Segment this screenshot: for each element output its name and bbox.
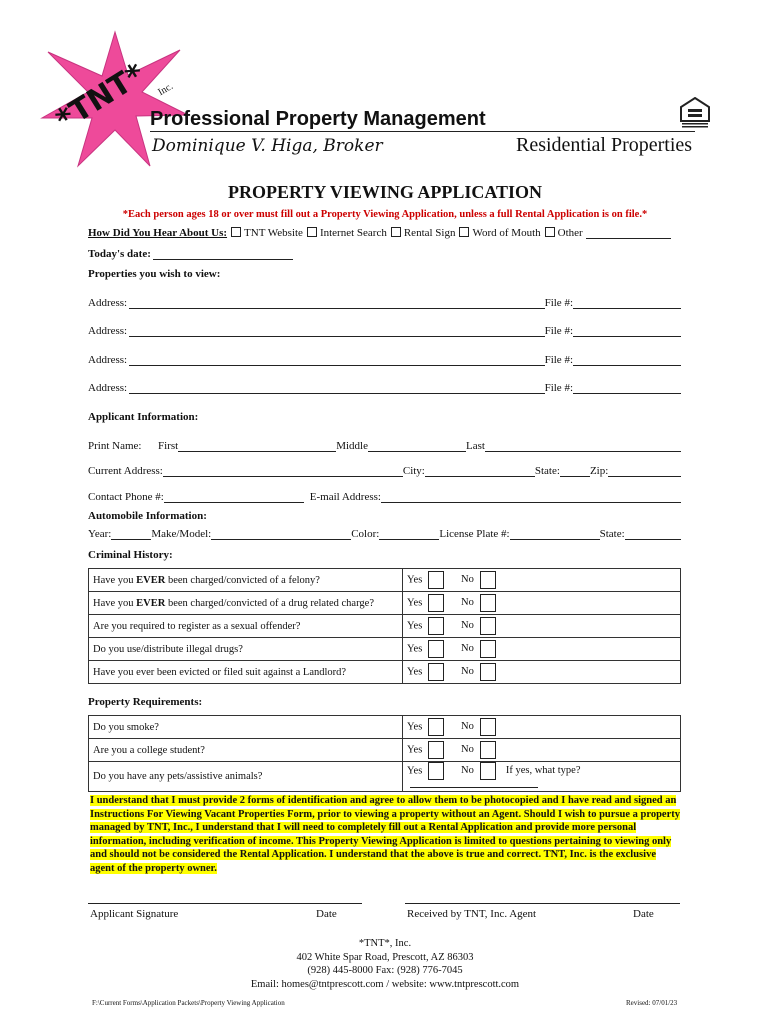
footer-phone: (928) 445-8000 Fax: (928) 776-7045 <box>307 965 463 976</box>
yes-checkbox[interactable] <box>428 640 444 658</box>
header-rule <box>150 131 695 132</box>
automobile-heading: Automobile Information: <box>88 510 207 522</box>
address-field-1[interactable] <box>129 307 544 309</box>
middle-name-field[interactable] <box>368 450 466 452</box>
file-field-3[interactable] <box>573 364 681 366</box>
question-cell: Are you a college student? <box>89 739 403 762</box>
applicant-signature-label: Applicant Signature <box>90 908 179 920</box>
current-address-field[interactable] <box>163 475 403 477</box>
statement-text: I understand that I must provide 2 forms of identification and agree to allow them to be photocopied and I have read and signed an Instructions For Viewing Vacant Properties Form, prior to viewing a property without an Agent. Should I wish to pursue a property managed by TNT, Inc., I understand that I will need to completely fill out a Rental Application and provide more personal information, including verification of income. This Property Viewing Application is limited to questions pertaining to viewing only and should not be considered the Rental Application. I understand that the above is true and correct. TNT, Inc. is the exclusive agent of the property owner. <box>90 795 680 874</box>
pet-type-label: If yes, what type? <box>505 765 581 777</box>
color-field[interactable] <box>379 538 439 540</box>
yes-label: Yes <box>407 574 423 586</box>
checkbox-rental-sign[interactable] <box>391 227 401 237</box>
yes-checkbox[interactable] <box>428 594 444 612</box>
yes-label: Yes <box>407 620 423 632</box>
current-address-row <box>88 465 681 477</box>
table-row <box>89 739 681 762</box>
no-label: No <box>461 620 474 632</box>
answer-cell <box>403 739 681 762</box>
answer-cell <box>403 569 681 592</box>
table-row <box>89 762 681 792</box>
yes-label: Yes <box>407 721 423 733</box>
checkbox-tnt-website[interactable] <box>231 227 241 237</box>
agent-date-label: Date <box>633 908 654 920</box>
question-cell: Have you EVER been charged/convicted of a felony? <box>89 569 403 592</box>
first-name-field[interactable] <box>178 450 336 452</box>
address-row-2 <box>88 325 681 337</box>
address-label: Address: <box>88 382 128 394</box>
question-cell: Do you have any pets/assistive animals? <box>89 762 403 792</box>
footer-street: 402 White Spar Road, Prescott, AZ 86303 <box>296 951 474 963</box>
checkbox-other[interactable] <box>545 227 555 237</box>
broker-name: Dominique V. Higa, Broker <box>152 136 383 156</box>
option-label: TNT Website <box>244 227 303 239</box>
zip-label: Zip: <box>589 465 609 477</box>
print-name-row <box>88 440 681 452</box>
address-field-2[interactable] <box>129 335 544 337</box>
question-cell: Have you EVER been charged/convicted of a drug related charge? <box>89 592 403 615</box>
checkbox-word-of-mouth[interactable] <box>459 227 469 237</box>
city-field[interactable] <box>425 475 535 477</box>
yes-checkbox[interactable] <box>428 663 444 681</box>
contact-row <box>88 491 681 503</box>
hear-about-label: How Did You Hear About Us: <box>88 227 228 239</box>
footer-address <box>0 937 770 991</box>
yes-label: Yes <box>407 597 423 609</box>
no-label: No <box>461 643 474 655</box>
option-label: Word of Mouth <box>472 227 541 239</box>
logo-inc: Inc. <box>156 80 176 99</box>
file-label: File #: <box>544 354 573 366</box>
automobile-row <box>88 528 681 540</box>
print-name-label: Print Name: <box>88 440 142 452</box>
current-address-label: Current Address: <box>88 465 163 477</box>
address-row-3 <box>88 354 681 366</box>
first-label: First <box>158 440 179 452</box>
plate-field[interactable] <box>510 538 600 540</box>
question-cell: Do you use/distribute illegal drugs? <box>89 638 403 661</box>
state-label: State: <box>534 465 560 477</box>
question-cell: Have you ever been evicted or filed suit against a Landlord? <box>89 661 403 684</box>
answer-cell <box>403 762 681 792</box>
yes-label: Yes <box>407 744 423 756</box>
email-label: E-mail Address: <box>309 491 381 503</box>
city-label: City: <box>402 465 425 477</box>
signature-line-applicant[interactable] <box>88 903 362 904</box>
address-label: Address: <box>88 325 128 337</box>
footer-revised: Revised: 07/01/23 <box>626 999 678 1007</box>
company-name: Professional Property Management <box>150 108 486 130</box>
no-checkbox[interactable] <box>480 640 496 658</box>
address-field-3[interactable] <box>129 364 544 366</box>
last-name-field[interactable] <box>485 450 681 452</box>
table-row <box>89 638 681 661</box>
logo-text: *TNT* <box>50 56 152 139</box>
file-field-1[interactable] <box>573 307 681 309</box>
statement-block <box>90 794 680 875</box>
no-checkbox[interactable] <box>480 718 496 736</box>
question-cell: Are you required to register as a sexual offender? <box>89 615 403 638</box>
no-checkbox[interactable] <box>480 741 496 759</box>
no-label: No <box>461 574 474 586</box>
file-label: File #: <box>544 297 573 309</box>
table-row <box>89 592 681 615</box>
footer-path: F:\Current Forms\Application Packets\Property Viewing Application <box>92 999 285 1007</box>
address-row-4 <box>88 382 681 394</box>
no-label: No <box>461 721 474 733</box>
file-label: File #: <box>544 382 573 394</box>
answer-cell <box>403 716 681 739</box>
applicant-heading: Applicant Information: <box>88 411 199 423</box>
agent-signature-label: Received by TNT, Inc. Agent <box>407 908 537 920</box>
notice-text: *Each person ages 18 or over must fill out a Property Viewing Application, unless a full Rental Application is on file.* <box>122 209 648 220</box>
pet-type-field[interactable] <box>410 787 538 788</box>
file-field-2[interactable] <box>573 335 681 337</box>
no-label: No <box>461 765 474 777</box>
phone-field[interactable] <box>164 501 304 503</box>
requirements-table <box>88 715 681 792</box>
make-field[interactable] <box>211 538 351 540</box>
table-row <box>89 569 681 592</box>
table-row <box>89 615 681 638</box>
address-row-1 <box>88 297 681 309</box>
state-field[interactable] <box>560 475 590 477</box>
yes-checkbox[interactable] <box>428 741 444 759</box>
table-row <box>89 716 681 739</box>
hear-about-row <box>88 227 671 239</box>
address-field-4[interactable] <box>129 392 544 394</box>
other-field[interactable] <box>586 237 671 239</box>
file-field-4[interactable] <box>573 392 681 394</box>
option-label: Rental Sign <box>403 227 456 239</box>
no-checkbox[interactable] <box>480 594 496 612</box>
auto-state-field[interactable] <box>625 538 681 540</box>
phone-label: Contact Phone #: <box>88 491 164 503</box>
page-title: PROPERTY VIEWING APPLICATION <box>227 182 543 202</box>
no-label: No <box>461 666 474 678</box>
option-label: Other <box>557 227 583 239</box>
yes-label: Yes <box>407 643 423 655</box>
checkbox-internet-search[interactable] <box>307 227 317 237</box>
today-label: Today's date: <box>88 248 151 260</box>
no-label: No <box>461 744 474 756</box>
yes-checkbox[interactable] <box>428 718 444 736</box>
middle-label: Middle <box>336 440 368 452</box>
criminal-heading: Criminal History: <box>88 549 173 561</box>
color-label: Color: <box>351 528 380 540</box>
year-field[interactable] <box>111 538 151 540</box>
option-label: Internet Search <box>319 227 387 239</box>
last-label: Last <box>465 440 485 452</box>
today-row <box>88 248 293 260</box>
yes-checkbox[interactable] <box>428 571 444 589</box>
email-field[interactable] <box>381 501 681 503</box>
address-label: Address: <box>88 354 128 366</box>
no-checkbox[interactable] <box>480 663 496 681</box>
footer-company: *TNT*, Inc. <box>358 938 412 949</box>
zip-field[interactable] <box>608 475 681 477</box>
signature-line-agent[interactable] <box>405 903 680 904</box>
file-label: File #: <box>544 325 573 337</box>
no-checkbox[interactable] <box>480 571 496 589</box>
plate-label: License Plate #: <box>439 528 510 540</box>
address-label: Address: <box>88 297 128 309</box>
footer-contact: Email: homes@tntprescott.com / website: www.tntprescott.com <box>250 978 520 990</box>
make-label: Make/Model: <box>151 528 212 540</box>
requirements-heading: Property Requirements: <box>88 696 203 708</box>
question-cell: Do you smoke? <box>89 716 403 739</box>
properties-heading: Properties you wish to view: <box>88 268 221 280</box>
year-label: Year: <box>88 528 112 540</box>
yes-checkbox[interactable] <box>428 762 444 780</box>
no-label: No <box>461 597 474 609</box>
no-checkbox[interactable] <box>480 617 496 635</box>
division-name: Residential Properties <box>516 134 693 156</box>
answer-cell <box>403 661 681 684</box>
yes-label: Yes <box>407 666 423 678</box>
applicant-date-label: Date <box>316 908 337 920</box>
criminal-table <box>88 568 681 684</box>
answer-cell <box>403 592 681 615</box>
today-date-field[interactable] <box>153 258 293 260</box>
no-checkbox[interactable] <box>480 762 496 780</box>
yes-checkbox[interactable] <box>428 617 444 635</box>
answer-cell <box>403 615 681 638</box>
auto-state-label: State: <box>599 528 625 540</box>
yes-label: Yes <box>407 765 423 777</box>
equal-housing-icon <box>680 97 710 129</box>
table-row <box>89 661 681 684</box>
answer-cell <box>403 638 681 661</box>
